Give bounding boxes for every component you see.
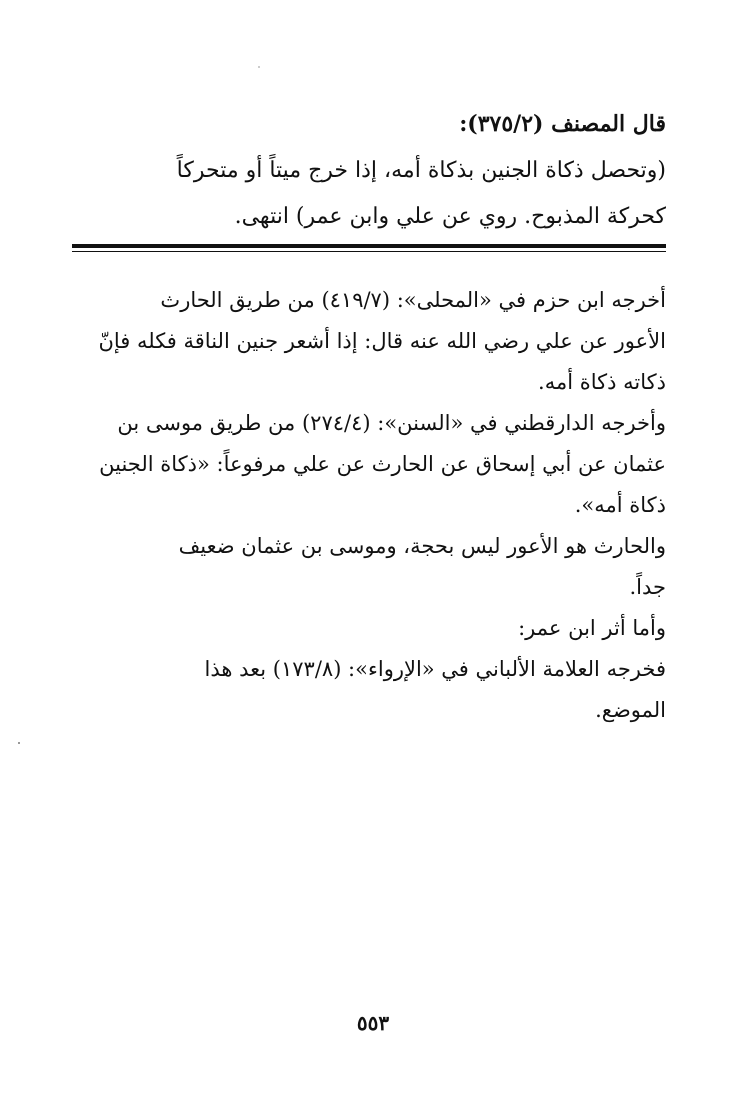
- quote-line: كحركة المذبوح. روي عن علي وابن عمر) انتهى.: [234, 204, 666, 229]
- body-line: والحارث هو الأعور ليس بحجة، وموسى بن عثمان ضعيف: [178, 534, 666, 558]
- body-line: عثمان عن أبي إسحاق عن الحارث عن علي مرفوعاً: «ذكاة الجنين: [99, 452, 666, 476]
- body-line: وأما أثر ابن عمر:: [518, 616, 666, 640]
- body-line: وأخرجه الدارقطني في «السنن»: (٢٧٤/٤) من طريق موسى بن: [117, 411, 666, 435]
- body-line: ذكاته ذكاة أمه.: [538, 370, 666, 394]
- quote-line: (وتحصل ذكاة الجنين بذكاة أمه، إذا خرج ميتاً أو متحركاً: [176, 158, 666, 183]
- heading-text: قال المصنف (٣٧٥/٢):: [459, 111, 666, 137]
- body-line: الموضع.: [595, 698, 666, 722]
- divider-thin: [72, 251, 666, 252]
- body-line: ذكاة أمه».: [574, 493, 666, 517]
- section-heading: [72, 106, 666, 142]
- body-line: الأعور عن علي رضي الله عنه قال: إذا أشعر جنين الناقة فكله فإنّ: [98, 329, 666, 353]
- commentary-body: [72, 280, 666, 731]
- scan-speck: [258, 66, 260, 68]
- divider-thick: [72, 244, 666, 248]
- body-line: فخرجه العلامة الألباني في «الإرواء»: (١٧٣/٨) بعد هذا: [204, 657, 666, 681]
- quoted-text: [72, 148, 666, 240]
- body-line: جداً.: [629, 575, 666, 599]
- body-line: أخرجه ابن حزم في «المحلى»: (٤١٩/٧) من طريق الحارث: [160, 288, 666, 312]
- page-number: ٥٥٣: [356, 1011, 390, 1035]
- scan-speck: [18, 742, 20, 744]
